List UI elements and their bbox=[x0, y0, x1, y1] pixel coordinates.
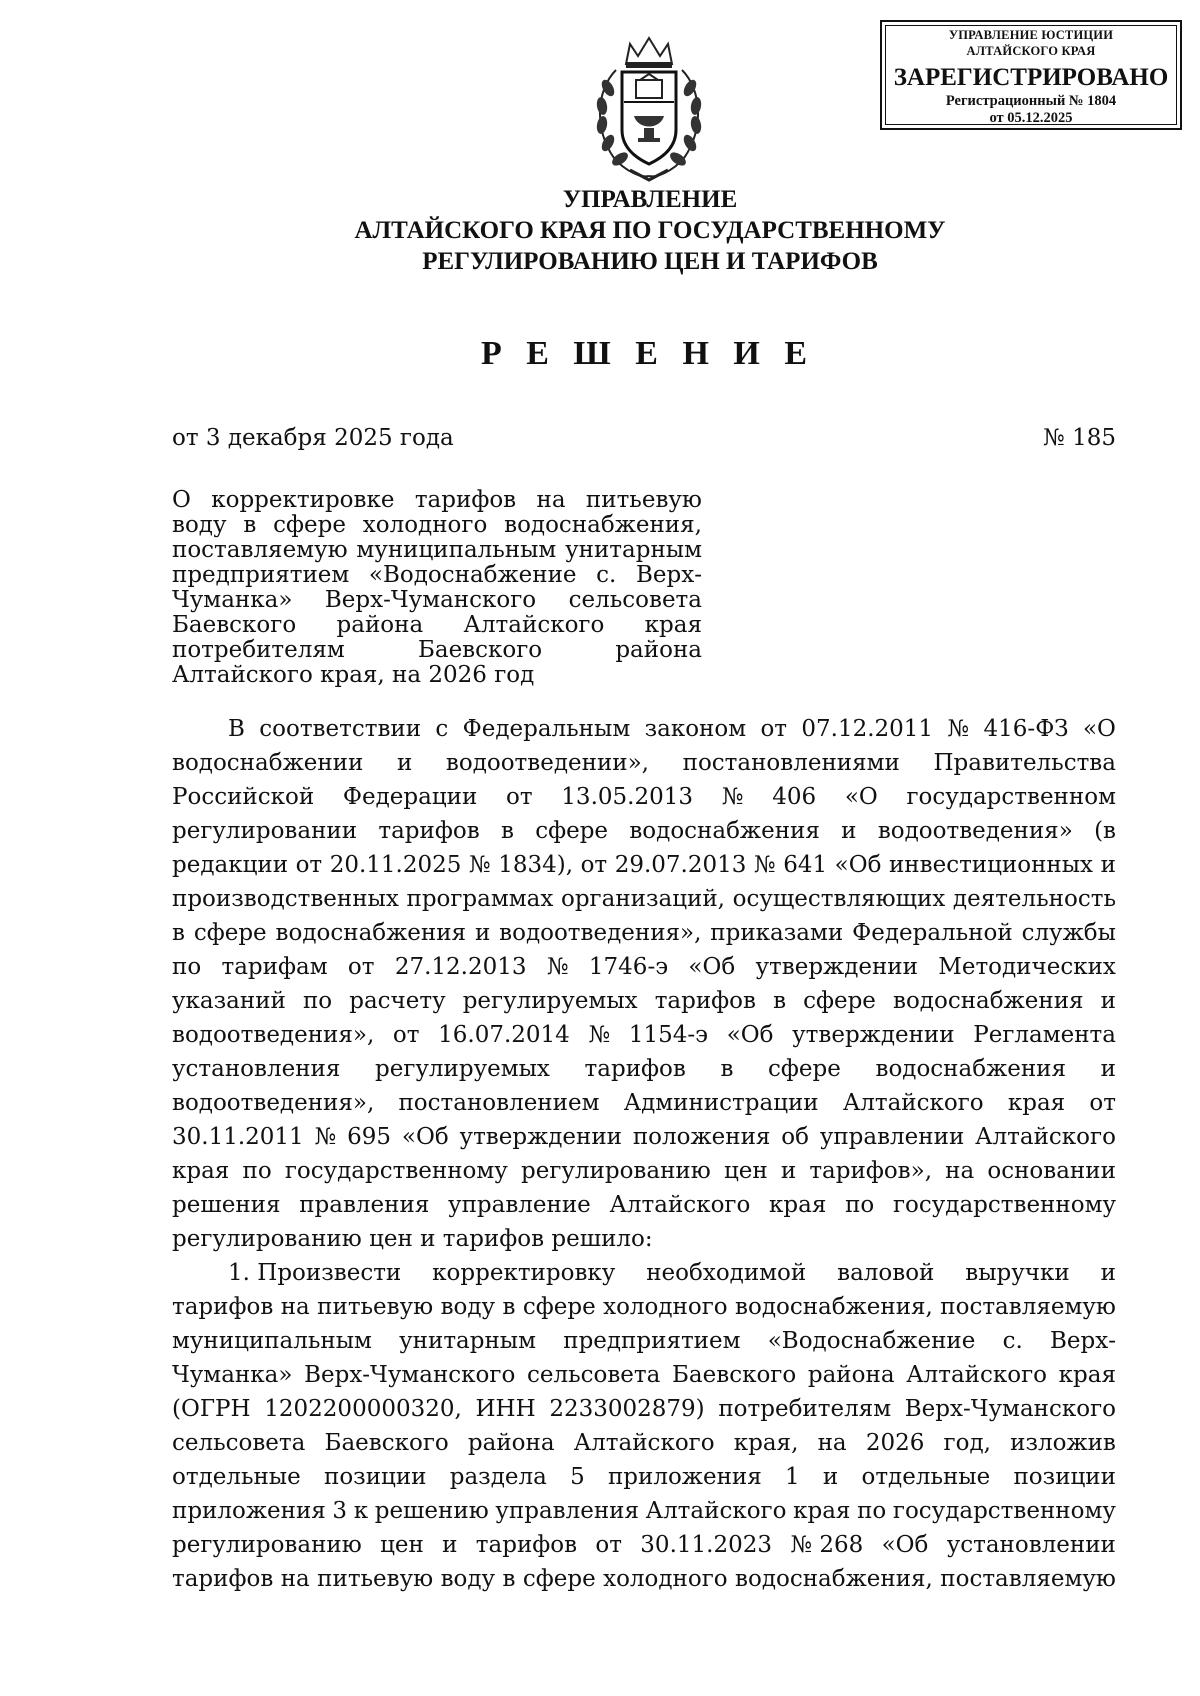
body-word: сельсовета bbox=[526, 1362, 661, 1388]
body-word: района bbox=[807, 1362, 895, 1388]
body-word: Федеральной bbox=[852, 920, 1013, 946]
body-word: программах bbox=[406, 886, 554, 912]
subject-word: района bbox=[336, 612, 424, 638]
body-word: выручки bbox=[965, 1260, 1070, 1286]
body-word: Алтайского bbox=[609, 1192, 751, 1218]
body-word: деятельность bbox=[952, 886, 1116, 912]
body-line bbox=[172, 1528, 1116, 1562]
body-word: предприятием bbox=[563, 1328, 741, 1354]
body-line bbox=[172, 984, 1116, 1018]
body-word: № bbox=[314, 1124, 337, 1150]
body-word: «О bbox=[844, 784, 878, 810]
body-line bbox=[172, 1426, 1116, 1460]
body-word: тарифам bbox=[221, 954, 328, 980]
document-number: № 185 bbox=[1043, 425, 1116, 451]
body-word: № bbox=[588, 1022, 611, 1048]
body-word: расчету bbox=[349, 988, 446, 1014]
body-line bbox=[172, 950, 1116, 984]
body-word: Алтайского bbox=[842, 1090, 984, 1116]
body-word: Верх-Чуманского bbox=[304, 1362, 516, 1388]
body-line bbox=[172, 1052, 1116, 1086]
body-word: 20.11.2025 bbox=[329, 852, 462, 878]
body-word: от bbox=[760, 716, 788, 742]
subject-word: Чуманка» bbox=[172, 587, 293, 613]
body-word: тарифов bbox=[378, 818, 480, 844]
subject-word: унитарным bbox=[565, 537, 702, 563]
body-word: края bbox=[1007, 1090, 1066, 1116]
body-word: утверждении bbox=[755, 954, 918, 980]
subject-line bbox=[172, 513, 702, 538]
body-word: и bbox=[442, 1532, 458, 1558]
subject-word: Верх-Чуманского bbox=[324, 587, 537, 613]
body-word: (в bbox=[1094, 818, 1116, 844]
subject-word: муниципальным bbox=[356, 537, 557, 563]
stamp-status: ЗАРЕГИСТРИРОВАНО bbox=[893, 64, 1169, 91]
body-line bbox=[172, 780, 1116, 814]
body-word: питьевую bbox=[317, 1294, 434, 1320]
body-word: водоснабжения bbox=[275, 920, 467, 946]
subject-word: Баевского bbox=[417, 637, 543, 663]
body-word: год, bbox=[943, 1430, 991, 1456]
subject-word: потребителям bbox=[172, 637, 345, 663]
body-word: на bbox=[280, 1566, 310, 1592]
stamp-reg-number: Регистрационный № 1804 bbox=[945, 93, 1117, 109]
body-word: решения bbox=[172, 1192, 281, 1218]
body-word: и bbox=[1100, 1056, 1116, 1082]
body-word: постановлениями bbox=[682, 750, 900, 776]
body-word: тарифов bbox=[172, 1566, 274, 1592]
subject-word: «Водоснабжение bbox=[368, 562, 577, 588]
body-line bbox=[172, 916, 1116, 950]
body-word: № 268 bbox=[790, 1532, 864, 1558]
document-body bbox=[172, 712, 1116, 1596]
body-word: государственном bbox=[906, 784, 1116, 810]
agency-line2: АЛТАЙСКОГО КРАЯ ПО ГОСУДАРСТВЕННОМУ bbox=[354, 217, 946, 244]
body-word: с bbox=[435, 716, 449, 742]
body-word: № bbox=[947, 716, 970, 742]
body-word: Алтайского bbox=[573, 1430, 715, 1456]
body-word: водоснабжения, bbox=[735, 1566, 933, 1592]
subject-line bbox=[172, 538, 702, 563]
body-word: 416-ФЗ bbox=[983, 716, 1069, 742]
document-subject bbox=[172, 488, 702, 688]
body-word: сельсовета bbox=[172, 1430, 306, 1456]
body-word: к bbox=[353, 1498, 369, 1524]
agency-line3: РЕГУЛИРОВАНИЮ ЦЕН И ТАРИФОВ bbox=[422, 248, 878, 275]
body-word: водоотведения», bbox=[499, 920, 702, 946]
body-line bbox=[172, 1188, 1116, 1222]
body-word: тарифов bbox=[654, 988, 756, 1014]
body-word: «Об bbox=[726, 1022, 774, 1048]
body-word: В bbox=[228, 716, 245, 742]
body-word: от bbox=[295, 852, 323, 878]
body-word: сфере bbox=[535, 818, 609, 844]
body-word: 1202200000320, bbox=[264, 1396, 462, 1422]
body-word: водоснабжения bbox=[893, 988, 1084, 1014]
body-word: в bbox=[502, 1566, 516, 1592]
body-word: холодного bbox=[603, 1294, 728, 1320]
stamp-org-line1: УПРАВЛЕНИЕ ЮСТИЦИИ bbox=[948, 28, 1114, 42]
subject-word: края bbox=[644, 612, 702, 638]
body-word: «Об bbox=[688, 954, 736, 980]
body-word: сфере bbox=[193, 920, 267, 946]
body-word: 30.11.2011 bbox=[172, 1124, 304, 1150]
body-word: приложения bbox=[607, 1464, 762, 1490]
body-word: края bbox=[1058, 1362, 1116, 1388]
subject-word: предприятием bbox=[172, 562, 350, 588]
subject-word: Баевского bbox=[172, 612, 297, 638]
body-word: водоотведения», bbox=[172, 1090, 375, 1116]
body-word: регулируемых bbox=[375, 1056, 550, 1082]
body-word: Методических bbox=[938, 954, 1116, 980]
body-word: по bbox=[857, 1498, 887, 1524]
body-word: службы bbox=[1021, 920, 1116, 946]
body-word: 1154-э bbox=[628, 1022, 709, 1048]
body-word: Баевского bbox=[672, 1362, 797, 1388]
body-word: тарифов bbox=[172, 1294, 274, 1320]
subject-word: поставляемую bbox=[172, 537, 348, 563]
body-word: указаний bbox=[172, 988, 286, 1014]
body-word: 1. Произвести bbox=[228, 1260, 402, 1286]
subject-word: тарифов bbox=[414, 487, 517, 513]
body-word: Администрации bbox=[623, 1090, 819, 1116]
body-word: водоснабжения bbox=[875, 1056, 1067, 1082]
body-word: позиции bbox=[1013, 1464, 1116, 1490]
body-word: и bbox=[822, 1464, 839, 1490]
body-word: № bbox=[753, 852, 776, 878]
body-word: водоотведении», bbox=[445, 750, 649, 776]
body-word: № bbox=[721, 784, 744, 810]
body-word: от bbox=[392, 1022, 420, 1048]
body-word: унитарным bbox=[399, 1328, 537, 1354]
subject-word: корректировке bbox=[211, 487, 395, 513]
subject-word: Алтайского края, на 2026 год bbox=[172, 662, 535, 688]
body-word: и bbox=[841, 818, 857, 844]
body-word: производственных bbox=[172, 886, 399, 912]
subject-word: холодного bbox=[362, 512, 488, 538]
body-word: управления bbox=[495, 1498, 640, 1524]
subject-word: сфере bbox=[273, 512, 346, 538]
body-word: от bbox=[580, 852, 608, 878]
body-word: 1834), bbox=[498, 852, 574, 878]
body-word: установлении bbox=[946, 1532, 1116, 1558]
body-word: края bbox=[769, 1192, 827, 1218]
body-word: редакции bbox=[172, 852, 289, 878]
body-word: государственному bbox=[892, 1192, 1116, 1218]
body-word: 3 bbox=[332, 1498, 348, 1524]
body-word: в bbox=[500, 818, 514, 844]
body-word: воду bbox=[440, 1566, 496, 1592]
body-word: цен bbox=[723, 1158, 768, 1184]
body-word: инвестиционных bbox=[888, 852, 1094, 878]
body-word: «Водоснабжение bbox=[767, 1328, 976, 1354]
body-word: Алтайского bbox=[906, 1362, 1047, 1388]
body-line bbox=[172, 1562, 1116, 1596]
subject-line bbox=[172, 588, 702, 613]
body-word: отдельные bbox=[172, 1464, 301, 1490]
body-word: «Об bbox=[401, 1124, 449, 1150]
body-word: изложив bbox=[1010, 1430, 1116, 1456]
subject-word: района bbox=[615, 637, 702, 663]
body-word: утверждении bbox=[792, 1022, 955, 1048]
body-word: «Об bbox=[881, 1532, 929, 1558]
body-line bbox=[172, 1086, 1116, 1120]
subject-word: Алтайского bbox=[463, 612, 605, 638]
body-word: края bbox=[172, 1158, 230, 1184]
body-word: 27.12.2013 bbox=[394, 954, 527, 980]
body-word: и bbox=[1100, 988, 1116, 1014]
body-word: об bbox=[781, 1124, 809, 1150]
body-word: «О bbox=[1082, 716, 1116, 742]
body-word: сфере bbox=[522, 1294, 596, 1320]
body-word: 695 bbox=[347, 1124, 392, 1150]
body-word: 406 bbox=[772, 784, 817, 810]
body-word: позиции bbox=[323, 1464, 427, 1490]
body-word: от bbox=[595, 1532, 622, 1558]
body-word: в bbox=[720, 1056, 734, 1082]
body-word: утверждении bbox=[459, 1124, 622, 1150]
body-word: 13.05.2013 bbox=[561, 784, 693, 810]
body-word: муниципальным bbox=[172, 1328, 372, 1354]
body-word: в bbox=[502, 1294, 516, 1320]
body-word: корректировку bbox=[432, 1260, 616, 1286]
stamp-org-line2: АЛТАЙСКОГО КРАЯ bbox=[966, 44, 1096, 58]
body-word: тарифов», bbox=[809, 1158, 932, 1184]
subject-line bbox=[172, 638, 702, 663]
body-word: потребителям bbox=[718, 1396, 892, 1422]
body-line bbox=[172, 848, 1116, 882]
body-word: соответствии bbox=[259, 716, 422, 742]
body-word: тарифов bbox=[475, 1532, 578, 1558]
body-word: 2233002879) bbox=[549, 1396, 705, 1422]
body-word: от bbox=[1089, 1090, 1116, 1116]
body-word: от bbox=[347, 954, 375, 980]
body-line bbox=[172, 1392, 1116, 1426]
body-word: установления bbox=[172, 1056, 341, 1082]
body-word: и bbox=[474, 920, 491, 946]
body-word: и bbox=[1100, 1260, 1116, 1286]
subject-word: воду bbox=[172, 512, 227, 538]
body-word: водоотведения», bbox=[172, 1022, 375, 1048]
body-line bbox=[172, 1120, 1116, 1154]
body-word: государственному bbox=[892, 1498, 1116, 1524]
body-word: на bbox=[280, 1294, 310, 1320]
body-line bbox=[172, 1222, 1116, 1256]
subject-line bbox=[172, 563, 702, 588]
body-word: «Об bbox=[834, 852, 882, 878]
body-word: по bbox=[845, 1192, 875, 1218]
body-word: по bbox=[242, 1158, 272, 1184]
body-line bbox=[172, 1494, 1116, 1528]
body-line bbox=[172, 1256, 1116, 1290]
body-word: сфере bbox=[803, 988, 876, 1014]
body-word: основании bbox=[987, 1158, 1116, 1184]
body-line bbox=[172, 1154, 1116, 1188]
body-word: регулировании bbox=[172, 818, 358, 844]
subject-word: сельсовета bbox=[568, 587, 702, 613]
body-word: в bbox=[172, 920, 185, 946]
subject-word: питьевую bbox=[585, 487, 702, 513]
stamp-reg-date: от 05.12.2025 bbox=[989, 110, 1073, 126]
body-word: организаций, bbox=[560, 886, 725, 912]
body-word: холодного bbox=[603, 1566, 728, 1592]
body-word: на bbox=[817, 1430, 847, 1456]
body-word: Верх-Чуманского bbox=[904, 1396, 1116, 1422]
body-word: постановлением bbox=[398, 1090, 600, 1116]
subject-line bbox=[172, 663, 702, 688]
body-word: приказами bbox=[710, 920, 844, 946]
document-title: Р Е Ш Е Н И Е bbox=[480, 335, 816, 372]
body-word: водоотведения» bbox=[877, 818, 1073, 844]
registration-stamp bbox=[880, 20, 1182, 130]
agency-line1: УПРАВЛЕНИЕ bbox=[562, 186, 738, 213]
coat-of-arms-icon bbox=[586, 30, 712, 182]
body-word: Федерации bbox=[342, 784, 478, 810]
body-word: Верх- bbox=[1050, 1328, 1116, 1354]
body-word: цен bbox=[380, 1532, 424, 1558]
body-word: 16.07.2014 bbox=[438, 1022, 570, 1048]
body-word: питьевую bbox=[317, 1566, 434, 1592]
body-word: 641 bbox=[783, 852, 828, 878]
body-word: Правительства bbox=[933, 750, 1116, 776]
body-word: Алтайского bbox=[975, 1124, 1116, 1150]
body-line bbox=[172, 746, 1116, 780]
body-word: государственному bbox=[284, 1158, 508, 1184]
body-word: Чуманка» bbox=[172, 1362, 293, 1388]
body-word: отдельные bbox=[861, 1464, 991, 1490]
body-word: района bbox=[467, 1430, 555, 1456]
body-word: по bbox=[172, 954, 202, 980]
body-word: края bbox=[793, 1498, 851, 1524]
body-word: водоснабжения bbox=[629, 818, 820, 844]
body-word: и bbox=[780, 1158, 797, 1184]
body-word: регулированию bbox=[521, 1158, 711, 1184]
body-word: 29.07.2013 bbox=[614, 852, 747, 878]
body-line bbox=[172, 1290, 1116, 1324]
body-word: № bbox=[468, 852, 491, 878]
body-word: осуществляющих bbox=[732, 886, 946, 912]
body-word: по bbox=[302, 988, 333, 1014]
body-word: 30.11.2023 bbox=[640, 1532, 772, 1558]
body-word: положения bbox=[632, 1124, 771, 1150]
body-word: раздела bbox=[449, 1464, 547, 1490]
body-word: водоснабжения, bbox=[735, 1294, 933, 1320]
body-word: 5 bbox=[570, 1464, 585, 1490]
body-word: поставляемую bbox=[940, 1294, 1116, 1320]
body-word: ИНН bbox=[475, 1396, 536, 1422]
body-word: тарифов bbox=[584, 1056, 686, 1082]
body-word: сфере bbox=[522, 1566, 596, 1592]
body-line bbox=[172, 1324, 1116, 1358]
body-word: сфере bbox=[768, 1056, 841, 1082]
subject-word: на bbox=[536, 487, 566, 513]
body-line bbox=[172, 1358, 1116, 1392]
body-word: Алтайского bbox=[645, 1498, 787, 1524]
body-word: управлении bbox=[819, 1124, 965, 1150]
body-word: управление bbox=[448, 1192, 591, 1218]
subject-word: в bbox=[243, 512, 257, 538]
subject-word: водоснабжения, bbox=[504, 512, 702, 538]
subject-word: Верх- bbox=[636, 562, 702, 588]
subject-line bbox=[172, 613, 702, 638]
body-word: законом bbox=[644, 716, 747, 742]
body-word: Федеральным bbox=[462, 716, 631, 742]
body-word: Российской bbox=[172, 784, 315, 810]
body-line bbox=[172, 882, 1116, 916]
body-word: регулированию bbox=[172, 1532, 362, 1558]
body-line bbox=[172, 814, 1116, 848]
body-word: приложения bbox=[172, 1498, 326, 1524]
body-word: от bbox=[506, 784, 533, 810]
body-word: в bbox=[773, 988, 787, 1014]
subject-word: О bbox=[172, 487, 191, 513]
body-word: правления bbox=[299, 1192, 430, 1218]
body-word: № bbox=[546, 954, 569, 980]
subject-word: с. bbox=[596, 562, 617, 588]
body-word: поставляемую bbox=[940, 1566, 1116, 1592]
body-word: края, bbox=[733, 1430, 799, 1456]
body-word: 1 bbox=[785, 1464, 800, 1490]
body-word: 07.12.2011 bbox=[801, 716, 934, 742]
body-word: решению bbox=[374, 1498, 489, 1524]
body-line bbox=[172, 712, 1116, 746]
body-word: необходимой bbox=[646, 1260, 807, 1286]
body-word: Регламента bbox=[973, 1022, 1116, 1048]
body-line bbox=[172, 1460, 1116, 1494]
body-word: и bbox=[396, 750, 413, 776]
document-date: от 3 декабря 2025 года bbox=[172, 425, 454, 451]
body-word: (ОГРН bbox=[172, 1396, 251, 1422]
body-word: водоснабжении bbox=[172, 750, 364, 776]
body-line bbox=[172, 1018, 1116, 1052]
body-word: воду bbox=[440, 1294, 496, 1320]
body-word: регулируемых bbox=[462, 988, 638, 1014]
body-word: валовой bbox=[837, 1260, 935, 1286]
body-word: регулированию цен и тарифов решило: bbox=[172, 1226, 653, 1252]
body-word: и bbox=[1100, 852, 1116, 878]
body-word: на bbox=[945, 1158, 975, 1184]
body-word: 1746-э bbox=[588, 954, 669, 980]
body-word: 2026 bbox=[865, 1430, 925, 1456]
agency-header bbox=[200, 184, 1100, 277]
subject-line bbox=[172, 488, 702, 513]
body-word: с. bbox=[1002, 1328, 1023, 1354]
body-word: Баевского bbox=[324, 1430, 449, 1456]
